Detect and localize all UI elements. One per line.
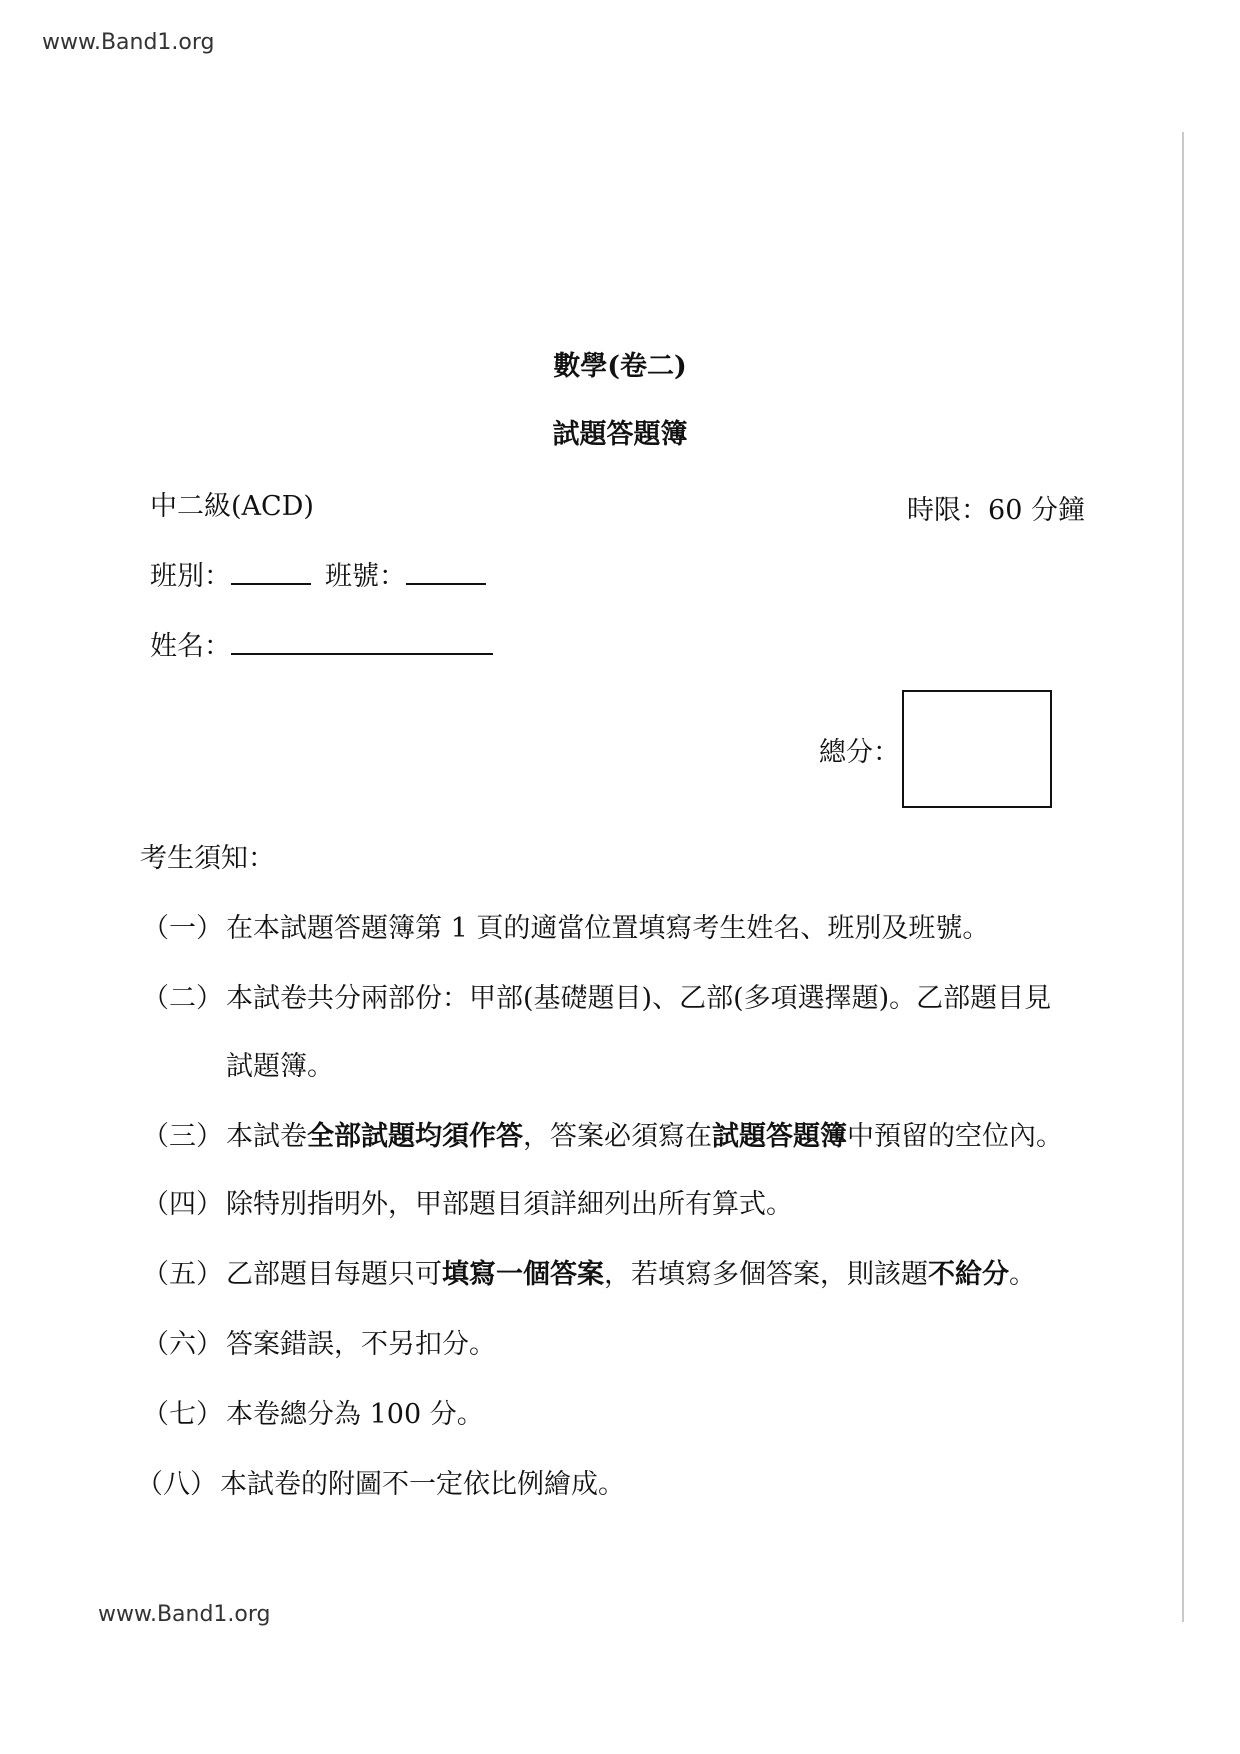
instruction-number: （六） <box>142 1329 223 1360</box>
total-score-label: 總分： <box>819 737 900 768</box>
instruction-item <box>142 1252 1036 1291</box>
instruction-number: （七） <box>142 1399 223 1430</box>
instruction-item <box>136 1462 625 1501</box>
name-row <box>150 624 493 663</box>
watermark-bottom: www.Band1.org <box>98 1602 271 1627</box>
instruction-number: （八） <box>136 1469 217 1500</box>
class-row <box>150 554 500 593</box>
instruction-text: 除特別指明外，甲部題目須詳細列出所有算式。 <box>226 1189 793 1220</box>
class-number-blank[interactable] <box>406 563 486 585</box>
instruction-text: 本卷總分為 100 分。 <box>226 1399 484 1430</box>
class-label: 班別： <box>150 561 231 592</box>
instruction-item <box>142 1114 1063 1153</box>
total-score-box[interactable] <box>902 690 1052 808</box>
instruction-text: 本試卷全部試題均須作答，答案必須寫在試題答題簿中預留的空位內。 <box>226 1121 1063 1152</box>
instruction-item <box>142 1322 496 1361</box>
instruction-text: 在本試題答題簿第 1 頁的適當位置填寫考生姓名、班別及班號。 <box>226 913 990 944</box>
instruction-number: （四） <box>142 1189 223 1220</box>
instruction-item <box>142 976 1051 1015</box>
grade-label: 中二級(ACD) <box>150 491 314 522</box>
instruction-text: 本試卷共分兩部份：甲部(基礎題目)、乙部(多項選擇題)。乙部題目見 <box>226 983 1052 1014</box>
instruction-text: 答案錯誤，不另扣分。 <box>226 1329 496 1360</box>
instruction-continuation: 試題簿。 <box>226 1051 334 1082</box>
document-title: 數學(卷二) <box>553 351 687 382</box>
instruction-item <box>142 1182 793 1221</box>
class-number-label: 班號： <box>325 561 406 592</box>
instruction-number: （一） <box>142 913 223 944</box>
instruction-item <box>142 1392 484 1431</box>
instruction-item <box>142 906 989 945</box>
instruction-text: 本試卷的附圖不一定依比例繪成。 <box>220 1469 625 1500</box>
instruction-text: 乙部題目每題只可填寫一個答案，若填寫多個答案，則該題不給分。 <box>226 1259 1036 1290</box>
class-blank[interactable] <box>231 563 311 585</box>
instruction-number: （二） <box>142 983 223 1014</box>
name-label: 姓名： <box>150 631 231 662</box>
instructions-heading: 考生須知： <box>140 843 275 874</box>
watermark-top: www.Band1.org <box>42 30 215 55</box>
name-blank[interactable] <box>231 633 493 655</box>
time-limit: 時限：60 分鐘 <box>907 495 1085 526</box>
instruction-number: （三） <box>142 1121 223 1152</box>
document-subtitle: 試題答題簿 <box>552 419 688 450</box>
instruction-number: （五） <box>142 1259 223 1290</box>
